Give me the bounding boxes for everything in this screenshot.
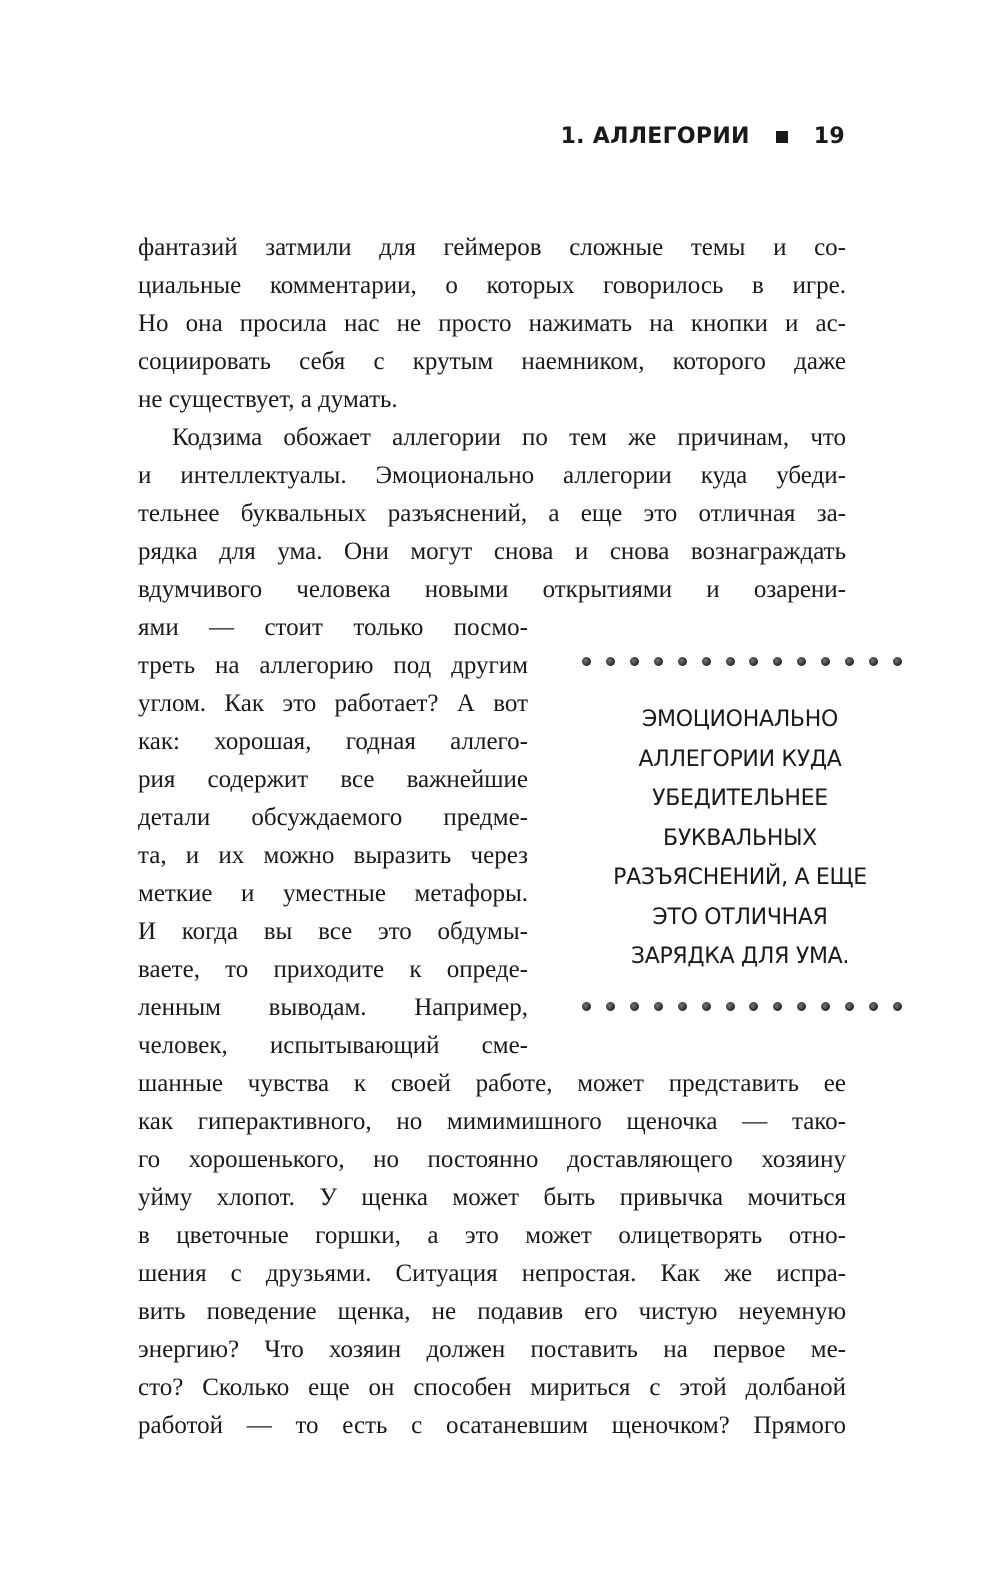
body-line: и интеллектуалы. Эмоционально аллегории куда убеди- (138, 462, 846, 489)
dot-icon (654, 1002, 663, 1011)
dotted-divider-bottom (582, 1002, 902, 1011)
dot-icon (797, 1002, 806, 1011)
pull-quote-line: УБЕДИТЕЛЬНЕЕ (652, 786, 828, 811)
body-line: рядка для ума. Они могут снова и снова вознаграждать (138, 538, 846, 565)
dot-icon (630, 1002, 639, 1011)
dot-icon (678, 657, 687, 666)
body-line: ями — стоит только посмо- (138, 614, 528, 641)
dot-icon (726, 657, 735, 666)
body-line: уйму хлопот. У щенка может быть привычка мочиться (138, 1184, 846, 1211)
body-line: И когда вы все это обдумы- (138, 918, 528, 945)
pull-quote-line: АЛЛЕГОРИИ КУДА (638, 746, 842, 772)
dot-icon (606, 1002, 615, 1011)
dot-icon (678, 1002, 687, 1011)
dot-icon (893, 1002, 902, 1011)
body-line: ленным выводам. Например, (138, 994, 528, 1021)
dot-icon (726, 1002, 735, 1011)
body-line: треть на аллегорию под другим (138, 652, 528, 679)
dot-icon (893, 657, 902, 666)
body-line: рия содержит все важнейшие (138, 766, 528, 793)
dot-icon (869, 1002, 878, 1011)
pull-quote-line: РАЗЪЯСНЕНИЙ, А ЕЩЕ (613, 865, 867, 890)
body-line: сто? Сколько еще он способен мириться с этой долбаной (138, 1374, 846, 1401)
body-line: меткие и уместные метафоры. (138, 880, 528, 907)
body-line: работой — то есть с осатаневшим щеночком? Прямого (138, 1412, 846, 1439)
pull-quote-line: ЭМОЦИОНАЛЬНО (641, 707, 838, 732)
body-line: го хорошенького, но постоянно доставляющего хозяину (138, 1146, 846, 1173)
body-line: как: хорошая, годная аллего- (138, 728, 528, 755)
pull-quote-text (570, 700, 910, 977)
dot-icon (845, 657, 854, 666)
pull-quote-line: ЗАРЯДКА ДЛЯ УМА. (630, 944, 850, 969)
body-line: та, и их можно выразить через (138, 842, 528, 869)
body-line: ваете, то приходите к опреде- (138, 956, 528, 983)
dot-icon (582, 1002, 591, 1011)
dot-icon (821, 1002, 830, 1011)
pull-quote-line: БУКВАЛЬНЫХ (663, 825, 817, 851)
pull-quote-line: ЭТО ОТЛИЧНАЯ (652, 904, 828, 930)
body-line: шения с друзьями. Ситуация непростая. Как же испра- (138, 1260, 846, 1287)
dot-icon (606, 657, 615, 666)
body-line: не существует, а думать. (138, 386, 398, 413)
page-number: 19 (813, 124, 845, 149)
dot-icon (749, 1002, 758, 1011)
dot-icon (821, 657, 830, 666)
body-line: детали обсуждаемого предме- (138, 804, 528, 831)
running-head (561, 124, 845, 149)
dot-icon (630, 657, 639, 666)
body-line: в цветочные горшки, а это может олицетворять отно- (138, 1222, 846, 1249)
square-bullet-icon (776, 131, 788, 143)
dot-icon (702, 1002, 711, 1011)
body-line: углом. Как это работает? А вот (138, 690, 528, 717)
dot-icon (773, 657, 782, 666)
body-line: социировать себя с крутым наемником, которого даже (138, 348, 846, 375)
body-line: фантазий затмили для геймеров сложные темы и со- (138, 234, 846, 261)
dot-icon (702, 657, 711, 666)
body-line: энергию? Что хозяин должен поставить на первое ме- (138, 1336, 846, 1363)
chapter-title: 1. АЛЛЕГОРИИ (560, 124, 750, 149)
body-line: вить поведение щенка, не подавив его чистую неуемную (138, 1298, 846, 1325)
body-line: Но она просила нас не просто нажимать на кнопки и ас- (138, 310, 846, 337)
dot-icon (869, 657, 878, 666)
body-line: Кодзима обожает аллегории по тем же причинам, что (172, 424, 846, 451)
body-line: как гиперактивного, но мимимишного щеночка — тако- (138, 1108, 846, 1135)
dot-icon (582, 657, 591, 666)
dot-icon (749, 657, 758, 666)
body-line: шанные чувства к своей работе, может представить ее (138, 1070, 846, 1097)
dot-icon (797, 657, 806, 666)
body-line: циальные комментарии, о которых говорилось в игре. (138, 272, 846, 299)
pull-quote (570, 645, 910, 1025)
dotted-divider-top (582, 657, 902, 666)
dot-icon (845, 1002, 854, 1011)
dot-icon (773, 1002, 782, 1011)
body-line: тельнее буквальных разъяснений, а еще это отличная за- (138, 500, 846, 527)
dot-icon (654, 657, 663, 666)
body-line: человек, испытывающий сме- (138, 1032, 528, 1059)
body-line: вдумчивого человека новыми открытиями и озарени- (138, 576, 846, 603)
